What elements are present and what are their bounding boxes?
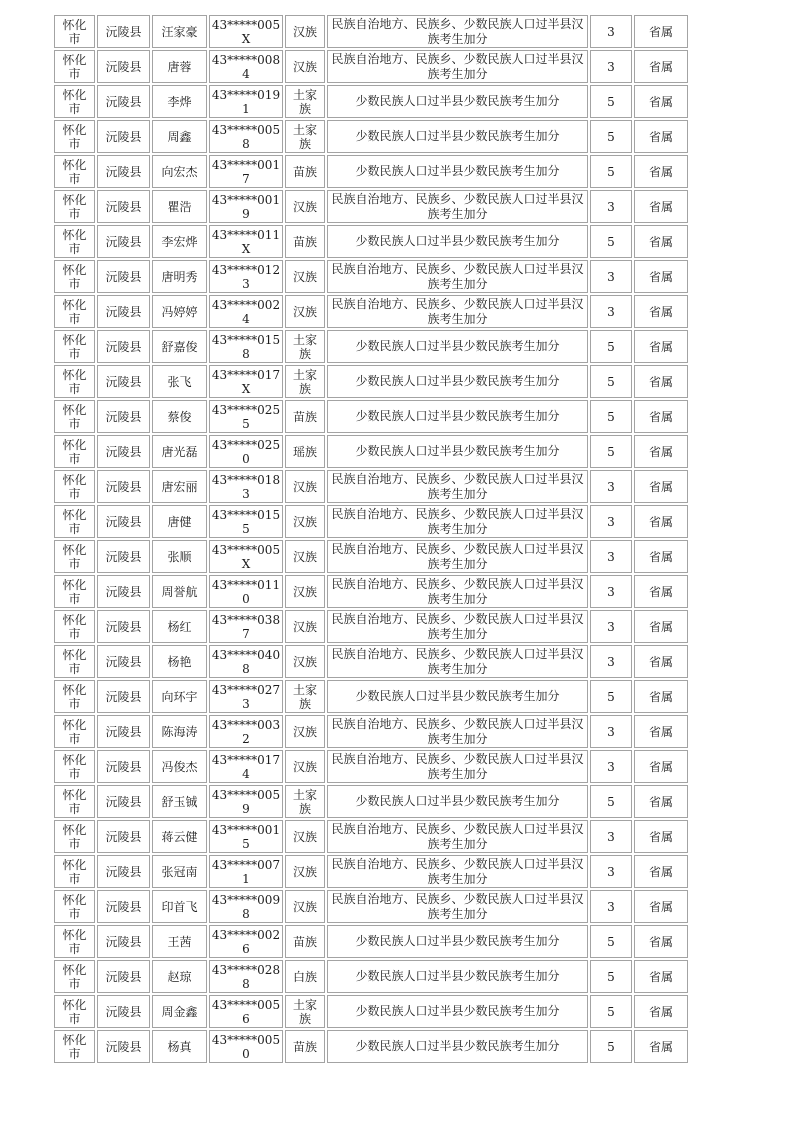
points-cell: 5 [590,330,632,363]
id-cell: 43*****0059 [209,785,283,818]
name-cell: 唐明秀 [152,260,207,293]
id-cell: 43*****0273 [209,680,283,713]
affiliation-cell: 省属 [634,575,688,608]
city-cell: 怀化市 [54,365,95,398]
ethnicity-cell: 汉族 [285,575,325,608]
name-cell: 李烨 [152,85,207,118]
table-row [54,960,688,993]
name-cell: 张顺 [152,540,207,573]
points-cell: 5 [590,85,632,118]
bonus-points-table [52,13,690,1065]
city-cell: 怀化市 [54,225,95,258]
county-cell: 沅陵县 [97,575,150,608]
table-row [54,330,688,363]
affiliation-cell: 省属 [634,610,688,643]
table-row [54,225,688,258]
city-cell: 怀化市 [54,15,95,48]
table-row [54,855,688,888]
name-cell: 赵琼 [152,960,207,993]
id-cell: 43*****0191 [209,85,283,118]
ethnicity-cell: 汉族 [285,295,325,328]
table-row [54,995,688,1028]
name-cell: 汪家豪 [152,15,207,48]
ethnicity-cell: 汉族 [285,820,325,853]
city-cell: 怀化市 [54,50,95,83]
points-cell: 5 [590,120,632,153]
id-cell: 43*****0255 [209,400,283,433]
policy-cell: 少数民族人口过半县少数民族考生加分 [327,225,588,258]
city-cell: 怀化市 [54,820,95,853]
id-cell: 43*****005X [209,15,283,48]
points-cell: 3 [590,890,632,923]
ethnicity-cell: 汉族 [285,15,325,48]
policy-cell: 民族自治地方、民族乡、少数民族人口过半县汉族考生加分 [327,645,588,678]
affiliation-cell: 省属 [634,715,688,748]
county-cell: 沅陵县 [97,890,150,923]
county-cell: 沅陵县 [97,330,150,363]
city-cell: 怀化市 [54,400,95,433]
name-cell: 蒋云健 [152,820,207,853]
city-cell: 怀化市 [54,190,95,223]
city-cell: 怀化市 [54,470,95,503]
name-cell: 冯婷婷 [152,295,207,328]
table-row [54,400,688,433]
affiliation-cell: 省属 [634,295,688,328]
name-cell: 向宏杰 [152,155,207,188]
city-cell: 怀化市 [54,785,95,818]
ethnicity-cell: 土家族 [285,785,325,818]
name-cell: 蔡俊 [152,400,207,433]
id-cell: 43*****0015 [209,820,283,853]
points-cell: 5 [590,365,632,398]
affiliation-cell: 省属 [634,225,688,258]
affiliation-cell: 省属 [634,820,688,853]
name-cell: 冯俊杰 [152,750,207,783]
city-cell: 怀化市 [54,925,95,958]
table-row [54,750,688,783]
policy-cell: 少数民族人口过半县少数民族考生加分 [327,785,588,818]
affiliation-cell: 省属 [634,1030,688,1063]
table-row [54,785,688,818]
table-row [54,645,688,678]
county-cell: 沅陵县 [97,610,150,643]
name-cell: 唐光磊 [152,435,207,468]
points-cell: 3 [590,50,632,83]
id-cell: 43*****0019 [209,190,283,223]
points-cell: 3 [590,260,632,293]
city-cell: 怀化市 [54,680,95,713]
affiliation-cell: 省属 [634,85,688,118]
name-cell: 周鑫 [152,120,207,153]
id-cell: 43*****0155 [209,505,283,538]
name-cell: 周金鑫 [152,995,207,1028]
affiliation-cell: 省属 [634,960,688,993]
table-row [54,470,688,503]
affiliation-cell: 省属 [634,540,688,573]
points-cell: 5 [590,225,632,258]
ethnicity-cell: 苗族 [285,400,325,433]
table-row [54,715,688,748]
name-cell: 唐蓉 [152,50,207,83]
ethnicity-cell: 土家族 [285,995,325,1028]
table-row [54,295,688,328]
id-cell: 43*****0050 [209,1030,283,1063]
affiliation-cell: 省属 [634,750,688,783]
table-row [54,50,688,83]
name-cell: 印首飞 [152,890,207,923]
policy-cell: 少数民族人口过半县少数民族考生加分 [327,1030,588,1063]
policy-cell: 民族自治地方、民族乡、少数民族人口过半县汉族考生加分 [327,15,588,48]
table-row [54,1030,688,1063]
ethnicity-cell: 土家族 [285,365,325,398]
id-cell: 43*****0098 [209,890,283,923]
points-cell: 5 [590,995,632,1028]
points-cell: 3 [590,575,632,608]
city-cell: 怀化市 [54,610,95,643]
table-row [54,435,688,468]
county-cell: 沅陵县 [97,995,150,1028]
id-cell: 43*****0032 [209,715,283,748]
city-cell: 怀化市 [54,505,95,538]
points-cell: 3 [590,470,632,503]
ethnicity-cell: 瑶族 [285,435,325,468]
affiliation-cell: 省属 [634,645,688,678]
name-cell: 张冠南 [152,855,207,888]
county-cell: 沅陵县 [97,225,150,258]
policy-cell: 民族自治地方、民族乡、少数民族人口过半县汉族考生加分 [327,190,588,223]
affiliation-cell: 省属 [634,120,688,153]
policy-cell: 民族自治地方、民族乡、少数民族人口过半县汉族考生加分 [327,575,588,608]
policy-cell: 民族自治地方、民族乡、少数民族人口过半县汉族考生加分 [327,715,588,748]
points-cell: 5 [590,155,632,188]
affiliation-cell: 省属 [634,260,688,293]
table-row [54,890,688,923]
city-cell: 怀化市 [54,295,95,328]
policy-cell: 少数民族人口过半县少数民族考生加分 [327,435,588,468]
points-cell: 3 [590,750,632,783]
ethnicity-cell: 汉族 [285,750,325,783]
policy-cell: 民族自治地方、民族乡、少数民族人口过半县汉族考生加分 [327,505,588,538]
city-cell: 怀化市 [54,120,95,153]
points-cell: 3 [590,715,632,748]
id-cell: 43*****011X [209,225,283,258]
policy-cell: 民族自治地方、民族乡、少数民族人口过半县汉族考生加分 [327,470,588,503]
county-cell: 沅陵县 [97,120,150,153]
id-cell: 43*****0158 [209,330,283,363]
name-cell: 唐健 [152,505,207,538]
table-row [54,190,688,223]
name-cell: 杨红 [152,610,207,643]
policy-cell: 民族自治地方、民族乡、少数民族人口过半县汉族考生加分 [327,50,588,83]
name-cell: 杨艳 [152,645,207,678]
points-cell: 3 [590,610,632,643]
county-cell: 沅陵县 [97,540,150,573]
points-cell: 5 [590,960,632,993]
county-cell: 沅陵县 [97,50,150,83]
policy-cell: 少数民族人口过半县少数民族考生加分 [327,330,588,363]
id-cell: 43*****0123 [209,260,283,293]
points-cell: 3 [590,855,632,888]
policy-cell: 少数民族人口过半县少数民族考生加分 [327,400,588,433]
affiliation-cell: 省属 [634,400,688,433]
ethnicity-cell: 苗族 [285,1030,325,1063]
city-cell: 怀化市 [54,1030,95,1063]
name-cell: 唐宏丽 [152,470,207,503]
id-cell: 43*****0026 [209,925,283,958]
id-cell: 43*****005X [209,540,283,573]
table-row [54,120,688,153]
city-cell: 怀化市 [54,715,95,748]
points-cell: 3 [590,295,632,328]
id-cell: 43*****0288 [209,960,283,993]
table-row [54,15,688,48]
county-cell: 沅陵县 [97,505,150,538]
county-cell: 沅陵县 [97,85,150,118]
city-cell: 怀化市 [54,855,95,888]
id-cell: 43*****0056 [209,995,283,1028]
policy-cell: 民族自治地方、民族乡、少数民族人口过半县汉族考生加分 [327,820,588,853]
county-cell: 沅陵县 [97,260,150,293]
affiliation-cell: 省属 [634,365,688,398]
table-row [54,365,688,398]
name-cell: 张飞 [152,365,207,398]
county-cell: 沅陵县 [97,190,150,223]
ethnicity-cell: 汉族 [285,190,325,223]
policy-cell: 少数民族人口过半县少数民族考生加分 [327,925,588,958]
county-cell: 沅陵县 [97,400,150,433]
id-cell: 43*****0387 [209,610,283,643]
affiliation-cell: 省属 [634,785,688,818]
ethnicity-cell: 苗族 [285,155,325,188]
ethnicity-cell: 汉族 [285,505,325,538]
county-cell: 沅陵县 [97,855,150,888]
city-cell: 怀化市 [54,85,95,118]
affiliation-cell: 省属 [634,50,688,83]
table-row [54,680,688,713]
policy-cell: 民族自治地方、民族乡、少数民族人口过半县汉族考生加分 [327,750,588,783]
ethnicity-cell: 土家族 [285,120,325,153]
policy-cell: 少数民族人口过半县少数民族考生加分 [327,960,588,993]
name-cell: 王茜 [152,925,207,958]
ethnicity-cell: 汉族 [285,260,325,293]
id-cell: 43*****0174 [209,750,283,783]
table-row [54,155,688,188]
city-cell: 怀化市 [54,540,95,573]
table-row [54,820,688,853]
policy-cell: 少数民族人口过半县少数民族考生加分 [327,120,588,153]
ethnicity-cell: 汉族 [285,470,325,503]
policy-cell: 民族自治地方、民族乡、少数民族人口过半县汉族考生加分 [327,295,588,328]
city-cell: 怀化市 [54,260,95,293]
city-cell: 怀化市 [54,890,95,923]
city-cell: 怀化市 [54,155,95,188]
name-cell: 舒玉铖 [152,785,207,818]
affiliation-cell: 省属 [634,435,688,468]
policy-cell: 少数民族人口过半县少数民族考生加分 [327,365,588,398]
city-cell: 怀化市 [54,330,95,363]
table-row [54,85,688,118]
affiliation-cell: 省属 [634,855,688,888]
affiliation-cell: 省属 [634,925,688,958]
table-row [54,505,688,538]
ethnicity-cell: 汉族 [285,50,325,83]
ethnicity-cell: 土家族 [285,330,325,363]
name-cell: 李宏烨 [152,225,207,258]
points-cell: 5 [590,680,632,713]
name-cell: 舒嘉俊 [152,330,207,363]
affiliation-cell: 省属 [634,330,688,363]
ethnicity-cell: 汉族 [285,890,325,923]
points-cell: 5 [590,925,632,958]
affiliation-cell: 省属 [634,155,688,188]
affiliation-cell: 省属 [634,995,688,1028]
table-row [54,610,688,643]
id-cell: 43*****017X [209,365,283,398]
id-cell: 43*****0408 [209,645,283,678]
city-cell: 怀化市 [54,435,95,468]
policy-cell: 少数民族人口过半县少数民族考生加分 [327,680,588,713]
policy-cell: 民族自治地方、民族乡、少数民族人口过半县汉族考生加分 [327,855,588,888]
id-cell: 43*****0058 [209,120,283,153]
county-cell: 沅陵县 [97,785,150,818]
points-cell: 5 [590,400,632,433]
points-cell: 5 [590,785,632,818]
table-row [54,575,688,608]
name-cell: 周誉航 [152,575,207,608]
id-cell: 43*****0084 [209,50,283,83]
policy-cell: 少数民族人口过半县少数民族考生加分 [327,85,588,118]
city-cell: 怀化市 [54,575,95,608]
name-cell: 瞿浩 [152,190,207,223]
points-cell: 5 [590,435,632,468]
affiliation-cell: 省属 [634,890,688,923]
policy-cell: 民族自治地方、民族乡、少数民族人口过半县汉族考生加分 [327,610,588,643]
county-cell: 沅陵县 [97,925,150,958]
name-cell: 向环宇 [152,680,207,713]
ethnicity-cell: 土家族 [285,85,325,118]
county-cell: 沅陵县 [97,960,150,993]
county-cell: 沅陵县 [97,1030,150,1063]
city-cell: 怀化市 [54,960,95,993]
city-cell: 怀化市 [54,995,95,1028]
city-cell: 怀化市 [54,750,95,783]
affiliation-cell: 省属 [634,680,688,713]
county-cell: 沅陵县 [97,470,150,503]
id-cell: 43*****0183 [209,470,283,503]
name-cell: 陈海涛 [152,715,207,748]
county-cell: 沅陵县 [97,645,150,678]
table-row [54,540,688,573]
table-row [54,260,688,293]
county-cell: 沅陵县 [97,15,150,48]
ethnicity-cell: 汉族 [285,855,325,888]
ethnicity-cell: 白族 [285,960,325,993]
points-cell: 3 [590,540,632,573]
affiliation-cell: 省属 [634,505,688,538]
county-cell: 沅陵县 [97,715,150,748]
id-cell: 43*****0110 [209,575,283,608]
ethnicity-cell: 土家族 [285,680,325,713]
points-cell: 3 [590,645,632,678]
policy-cell: 少数民族人口过半县少数民族考生加分 [327,995,588,1028]
county-cell: 沅陵县 [97,680,150,713]
policy-cell: 民族自治地方、民族乡、少数民族人口过半县汉族考生加分 [327,260,588,293]
id-cell: 43*****0017 [209,155,283,188]
points-cell: 5 [590,1030,632,1063]
affiliation-cell: 省属 [634,15,688,48]
county-cell: 沅陵县 [97,750,150,783]
policy-cell: 少数民族人口过半县少数民族考生加分 [327,155,588,188]
county-cell: 沅陵县 [97,155,150,188]
affiliation-cell: 省属 [634,190,688,223]
id-cell: 43*****0024 [209,295,283,328]
ethnicity-cell: 苗族 [285,925,325,958]
points-cell: 3 [590,505,632,538]
id-cell: 43*****0071 [209,855,283,888]
ethnicity-cell: 苗族 [285,225,325,258]
points-cell: 3 [590,820,632,853]
points-cell: 3 [590,190,632,223]
county-cell: 沅陵县 [97,435,150,468]
ethnicity-cell: 汉族 [285,715,325,748]
id-cell: 43*****0250 [209,435,283,468]
county-cell: 沅陵县 [97,295,150,328]
ethnicity-cell: 汉族 [285,645,325,678]
policy-cell: 民族自治地方、民族乡、少数民族人口过半县汉族考生加分 [327,540,588,573]
policy-cell: 民族自治地方、民族乡、少数民族人口过半县汉族考生加分 [327,890,588,923]
bonus-points-table-body [54,15,688,1063]
table-row [54,925,688,958]
points-cell: 3 [590,15,632,48]
ethnicity-cell: 汉族 [285,610,325,643]
county-cell: 沅陵县 [97,365,150,398]
name-cell: 杨真 [152,1030,207,1063]
county-cell: 沅陵县 [97,820,150,853]
city-cell: 怀化市 [54,645,95,678]
ethnicity-cell: 汉族 [285,540,325,573]
affiliation-cell: 省属 [634,470,688,503]
